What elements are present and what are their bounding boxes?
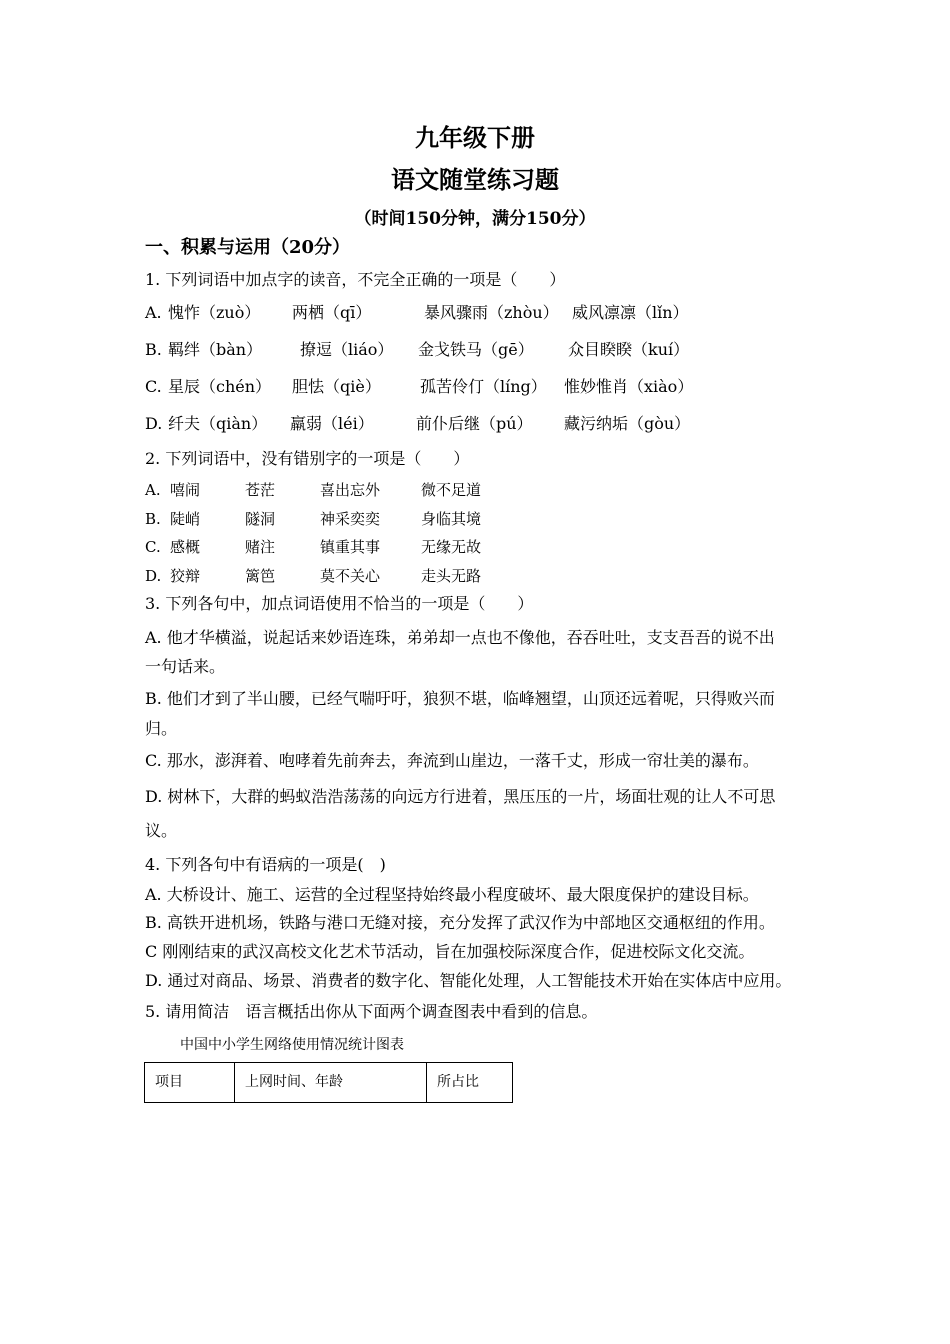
option-item: 金戈铁马（gē） xyxy=(418,340,534,359)
table-title: 中国中小学生网络使用情况统计图表 xyxy=(180,1037,404,1053)
question-4-option-a: A. 大桥设计、施工、运营的全过程坚持始终最小程度破坏、最大限度保护的建设目标。 xyxy=(145,885,759,904)
option-item: 隧洞 xyxy=(245,510,276,528)
page-subtitle: 语文随堂练习题 xyxy=(391,165,559,194)
option-item: 嘻闹 xyxy=(170,481,201,499)
statistics-table xyxy=(144,1062,513,1103)
question-2-stem: 2. 下列词语中，没有错别字的一项是（ ） xyxy=(145,449,470,468)
option-item: 身临其境 xyxy=(421,510,482,528)
option-item: 羁绊（bàn） xyxy=(168,340,263,359)
table-row xyxy=(145,1063,513,1103)
question-3-option-b-cont: 归。 xyxy=(145,719,178,738)
option-label: B. xyxy=(145,340,162,359)
question-3-option-d: D. 树林下，大群的蚂蚁浩浩荡荡的向远方行进着，黑压压的一片，场面壮观的让人不可思 xyxy=(145,787,776,806)
option-item: 莫不关心 xyxy=(320,567,381,585)
option-item: 星辰（chén） xyxy=(168,377,272,396)
option-label: C. xyxy=(145,377,162,396)
option-item: 两栖（qī） xyxy=(292,303,372,322)
question-4-option-b: B. 高铁开进机场，铁路与港口无缝对接，充分发挥了武汉作为中部地区交通枢纽的作用。 xyxy=(145,913,775,932)
option-label: D. xyxy=(145,414,163,433)
option-item: 藏污纳垢（gòu） xyxy=(564,414,691,433)
option-item: 纤夫（qiàn） xyxy=(168,414,268,433)
option-item: 众目睽睽（kuí） xyxy=(568,340,690,359)
question-4-option-c: C 刚刚结束的武汉高校文化艺术节活动，旨在加强校际深度合作，促进校际文化交流。 xyxy=(145,942,755,961)
table-header-cell: 项目 xyxy=(145,1063,235,1103)
option-item: 暴风骤雨（zhòu） xyxy=(424,303,559,322)
option-label: D. xyxy=(145,567,162,585)
question-5-stem: 5. 请用简洁 语言概括出你从下面两个调查图表中看到的信息。 xyxy=(145,1002,598,1021)
option-item: 孤苦伶仃（líng） xyxy=(420,377,547,396)
option-item: 愧怍（zuò） xyxy=(168,303,261,322)
option-label: A. xyxy=(145,481,161,499)
question-4-stem: 4. 下列各句中有语病的一项是( ) xyxy=(145,855,386,874)
question-3-stem: 3. 下列各句中，加点词语使用不恰当的一项是（ ） xyxy=(145,594,534,613)
table-header-cell: 上网时间、年龄 xyxy=(235,1063,427,1103)
option-item: 羸弱（léi） xyxy=(290,414,374,433)
question-1-stem: 1. 下列词语中加点字的读音，不完全正确的一项是（ ） xyxy=(145,270,566,289)
exam-info: （时间150分钟，满分150分） xyxy=(354,209,596,229)
option-item: 撩逗（liáo） xyxy=(300,340,394,359)
option-item: 狡辩 xyxy=(170,567,201,585)
section-heading: 一、积累与运用（20分） xyxy=(145,237,351,258)
option-item: 感概 xyxy=(170,538,201,556)
option-label: A. xyxy=(145,303,162,322)
table-header-cell: 所占比 xyxy=(427,1063,513,1103)
option-item: 喜出忘外 xyxy=(320,481,381,499)
option-item: 苍茫 xyxy=(245,481,276,499)
question-3-option-d-cont: 议。 xyxy=(145,821,178,840)
option-label: C. xyxy=(145,538,161,556)
option-item: 微不足道 xyxy=(421,481,482,499)
option-item: 无缘无故 xyxy=(421,538,482,556)
question-3-option-a-cont: 一句话来。 xyxy=(145,657,226,676)
option-item: 篱笆 xyxy=(245,567,276,585)
option-item: 走头无路 xyxy=(421,567,482,585)
option-item: 陡峭 xyxy=(170,510,201,528)
option-item: 神采奕奕 xyxy=(320,510,381,528)
page-title: 九年级下册 xyxy=(415,123,535,152)
option-item: 威风凛凛（lǐn） xyxy=(572,303,689,322)
option-label: B. xyxy=(145,510,161,528)
option-item: 镇重其事 xyxy=(320,538,381,556)
option-item: 惟妙惟肖（xiào） xyxy=(564,377,694,396)
question-3-option-c: C. 那水，澎湃着、咆哮着先前奔去，奔流到山崖边，一落千丈，形成一帘壮美的瀑布。 xyxy=(145,751,759,770)
question-3-option-b: B. 他们才到了半山腰，已经气喘吁吁，狼狈不堪，临峰翘望，山顶还远着呢，只得败兴而 xyxy=(145,689,775,708)
option-item: 前仆后继（pú） xyxy=(416,414,533,433)
question-3-option-a: A. 他才华横溢，说起话来妙语连珠，弟弟却一点也不像他，吞吞吐吐，支支吾吾的说不出 xyxy=(145,628,775,647)
question-4-option-d: D. 通过对商品、场景、消费者的数字化、智能化处理，人工智能技术开始在实体店中应用。 xyxy=(145,971,792,990)
option-item: 赌注 xyxy=(245,538,276,556)
option-item: 胆怯（qiè） xyxy=(292,377,381,396)
